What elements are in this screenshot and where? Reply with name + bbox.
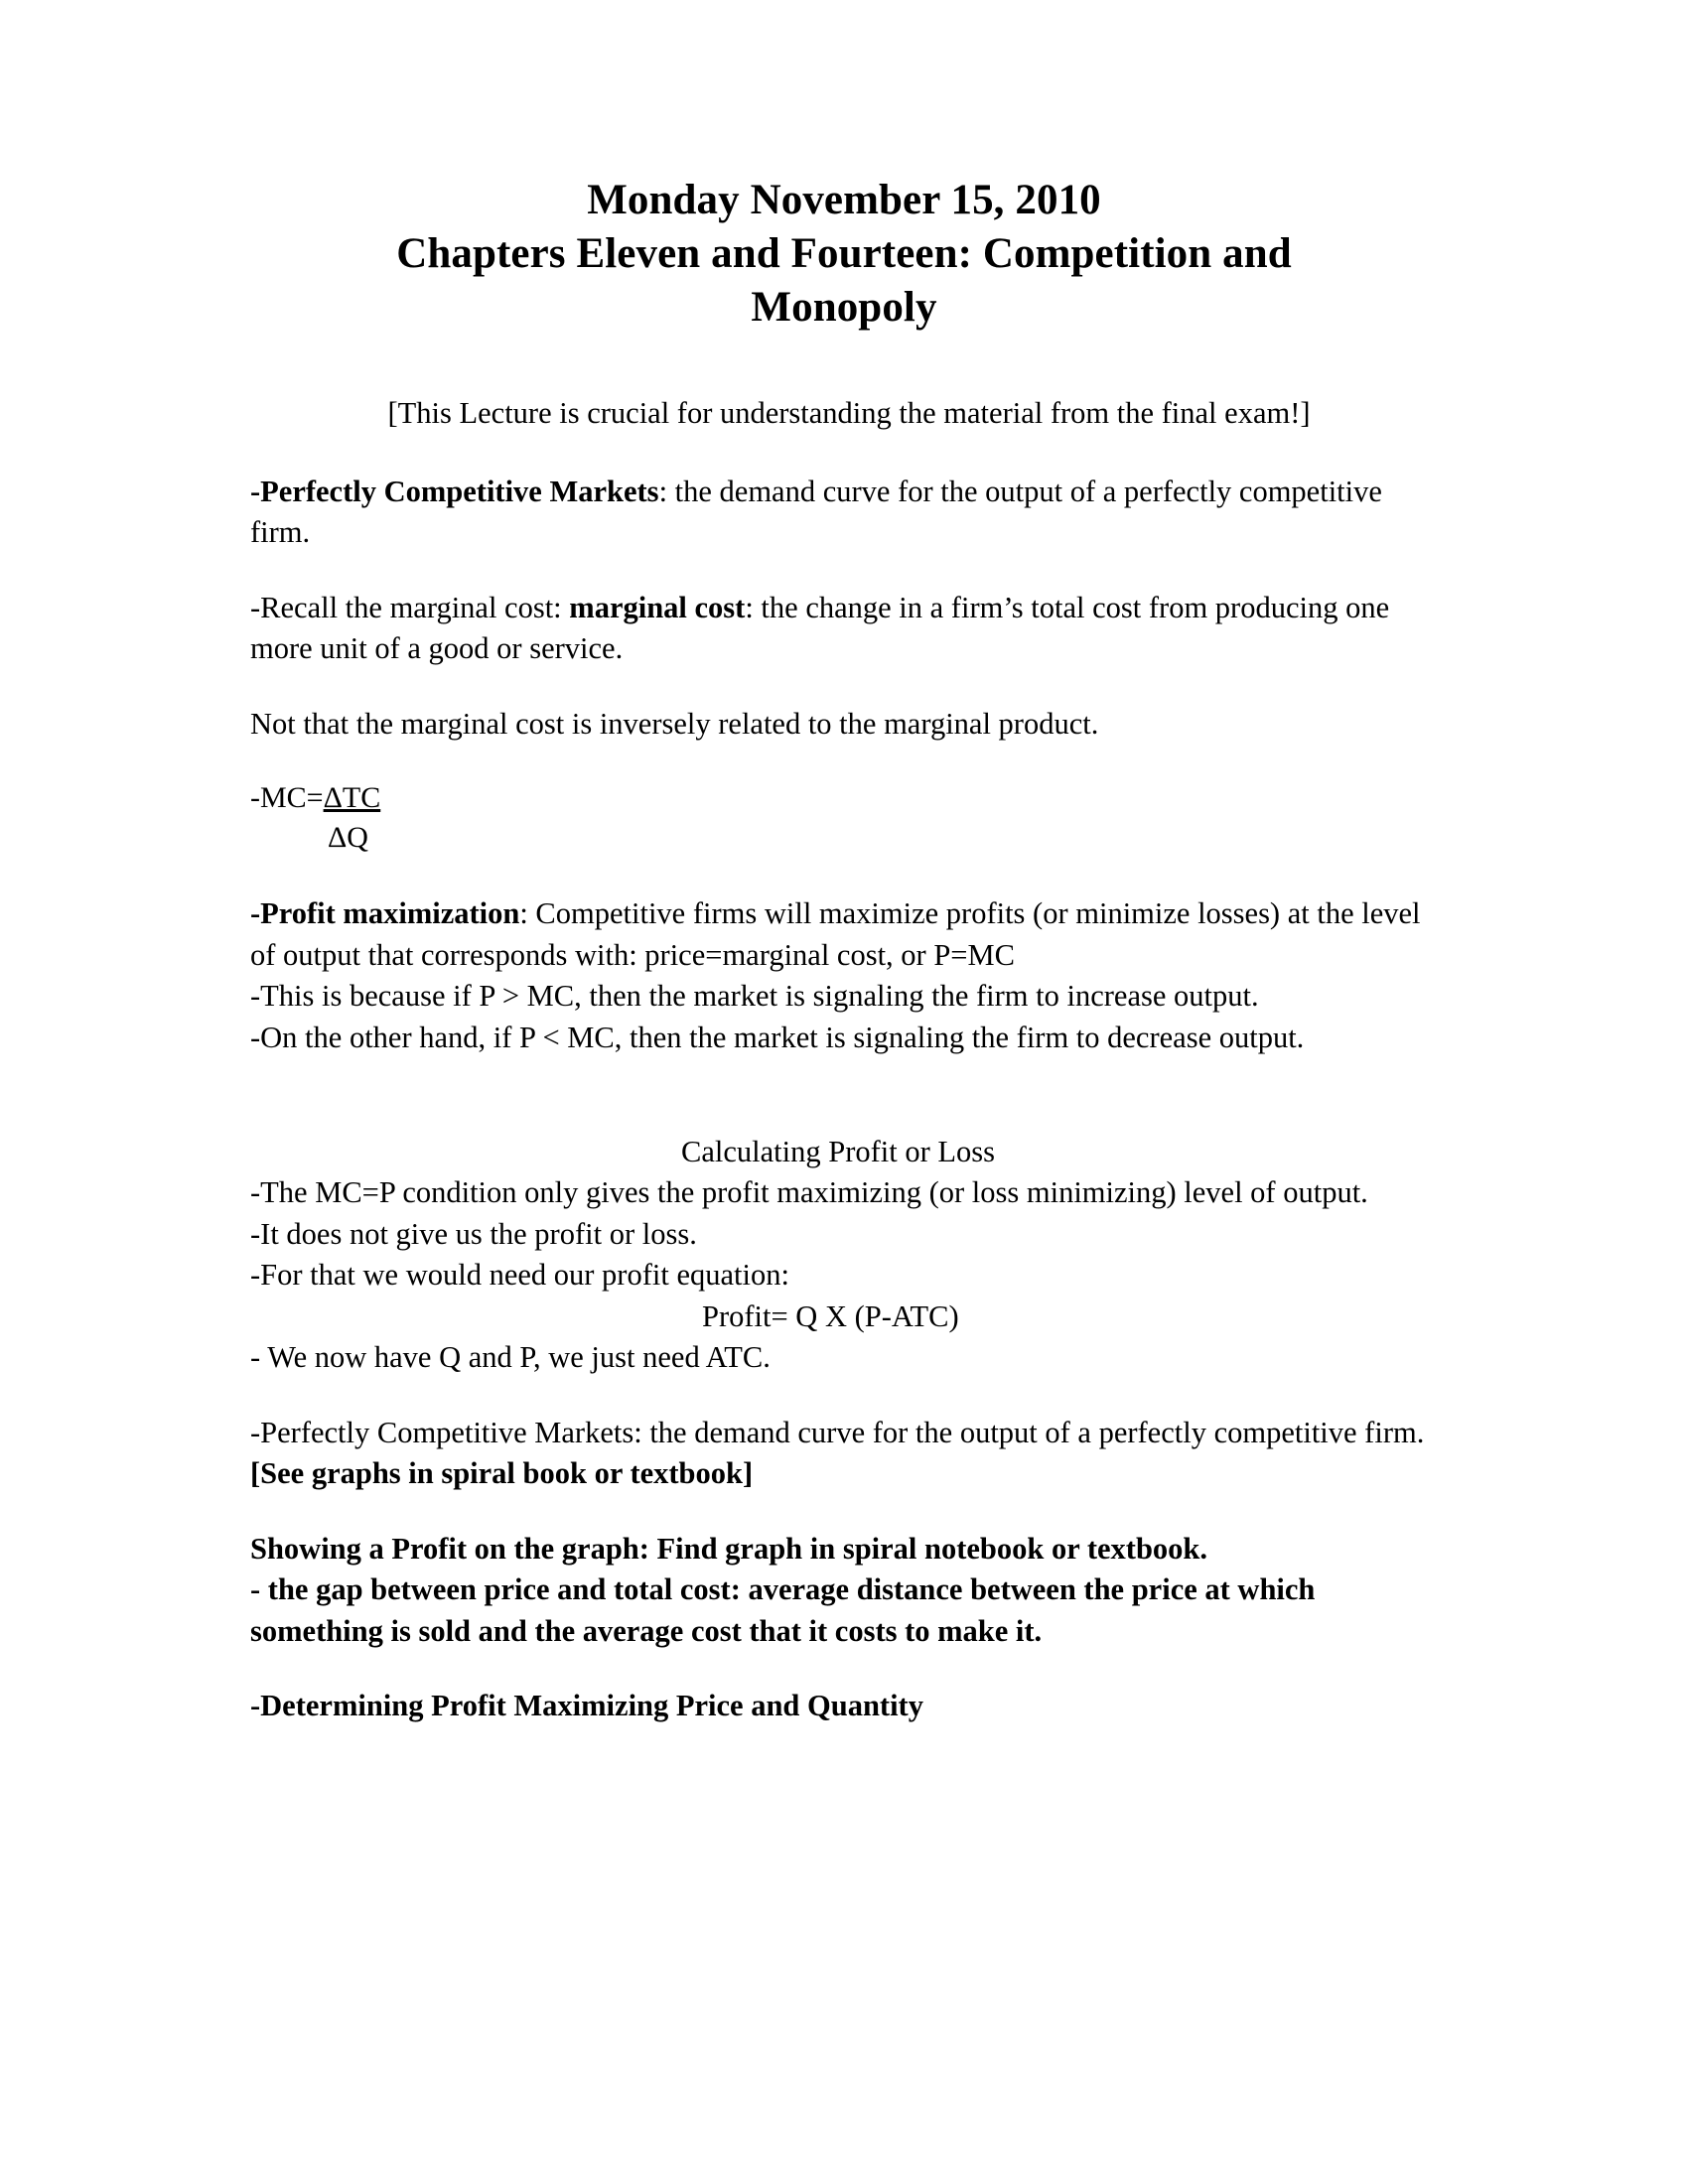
lecture-note: [This Lecture is crucial for understanding the material from the final exam!]	[387, 395, 1311, 430]
paragraph-profit-maximization	[250, 893, 1438, 1058]
marginal-cost-formula	[250, 778, 1438, 858]
formula-denominator: ΔQ	[328, 821, 368, 855]
line-increase-output: -This is because if P > MC, then the market is signaling the firm to increase output.	[250, 979, 1259, 1014]
definition-perfectly-competitive-markets: : the demand curve for the output of a perfectly competitive firm.	[250, 474, 1382, 550]
title-line-date: Monday November 15, 2010	[587, 177, 1101, 223]
note-see-graphs: [See graphs in spiral book or textbook]	[250, 1456, 754, 1491]
heading-calculating-profit-or-loss: Calculating Profit or Loss	[681, 1134, 995, 1168]
term-perfectly-competitive-markets: -Perfectly Competitive Markets	[250, 474, 659, 508]
recall-prefix: -Recall the marginal cost:	[250, 590, 570, 624]
paragraph-perfectly-competitive-2	[250, 1413, 1438, 1495]
line-decrease-output: -On the other hand, if P < MC, then the market is signaling the firm to decrease output.	[250, 1020, 1305, 1054]
line-have-q-and-p: - We now have Q and P, we just need ATC.	[250, 1340, 771, 1375]
profit-equation: Profit= Q X (P-ATC)	[702, 1298, 959, 1333]
document-content	[248, 174, 1440, 1727]
formula-numerator: ΔTC	[323, 781, 381, 815]
formula-prefix: -MC=	[250, 781, 324, 815]
paragraph-inverse-relation: Not that the marginal cost is inversely related to the marginal product.	[250, 706, 1099, 741]
paragraph-recall-marginal-cost	[250, 588, 1438, 670]
section-calculating-profit-or-loss	[250, 1132, 1438, 1379]
line-determining-profit-max: -Determining Profit Maximizing Price and Quantity	[250, 1689, 923, 1723]
line-showing-profit-heading: Showing a Profit on the graph: Find graph in spiral notebook or textbook.	[250, 1531, 1207, 1566]
text-perfectly-competitive-2: -Perfectly Competitive Markets: the demand curve for the output of a perfectly competitive firm.	[250, 1415, 1425, 1449]
paragraph-perfectly-competitive	[250, 472, 1438, 554]
definition-profit-maximization: : Competitive firms will maximize profits (or minimize losses) at the level of output that corresponds with: price=marginal cost, or P=MC	[250, 896, 1421, 972]
paragraph-showing-profit	[250, 1529, 1438, 1652]
definition-marginal-cost: : the change in a firm’s total cost from producing one more unit of a good or service.	[250, 590, 1390, 666]
line-gap-price-total-cost: - the gap between price and total cost: average distance between the price at which something is sold and the average cost that it costs to make it.	[250, 1572, 1316, 1648]
title-line-chapters: Chapters Eleven and Fourteen: Competition and	[396, 230, 1292, 278]
line-need-profit-equation: -For that we would need our profit equation:	[250, 1258, 789, 1293]
document-body	[250, 393, 1438, 1727]
page-title	[250, 174, 1438, 336]
spacer	[250, 1092, 1438, 1132]
line-mc-equals-p: -The MC=P condition only gives the profit maximizing (or loss minimizing) level of output.	[250, 1175, 1368, 1210]
term-marginal-cost: marginal cost	[569, 590, 746, 624]
paragraph-determining-profit-max	[250, 1686, 1438, 1726]
title-line-monopoly: Monopoly	[751, 284, 937, 332]
line-no-profit-or-loss: -It does not give us the profit or loss.	[250, 1216, 697, 1251]
term-profit-maximization: -Profit maximization	[250, 896, 520, 931]
